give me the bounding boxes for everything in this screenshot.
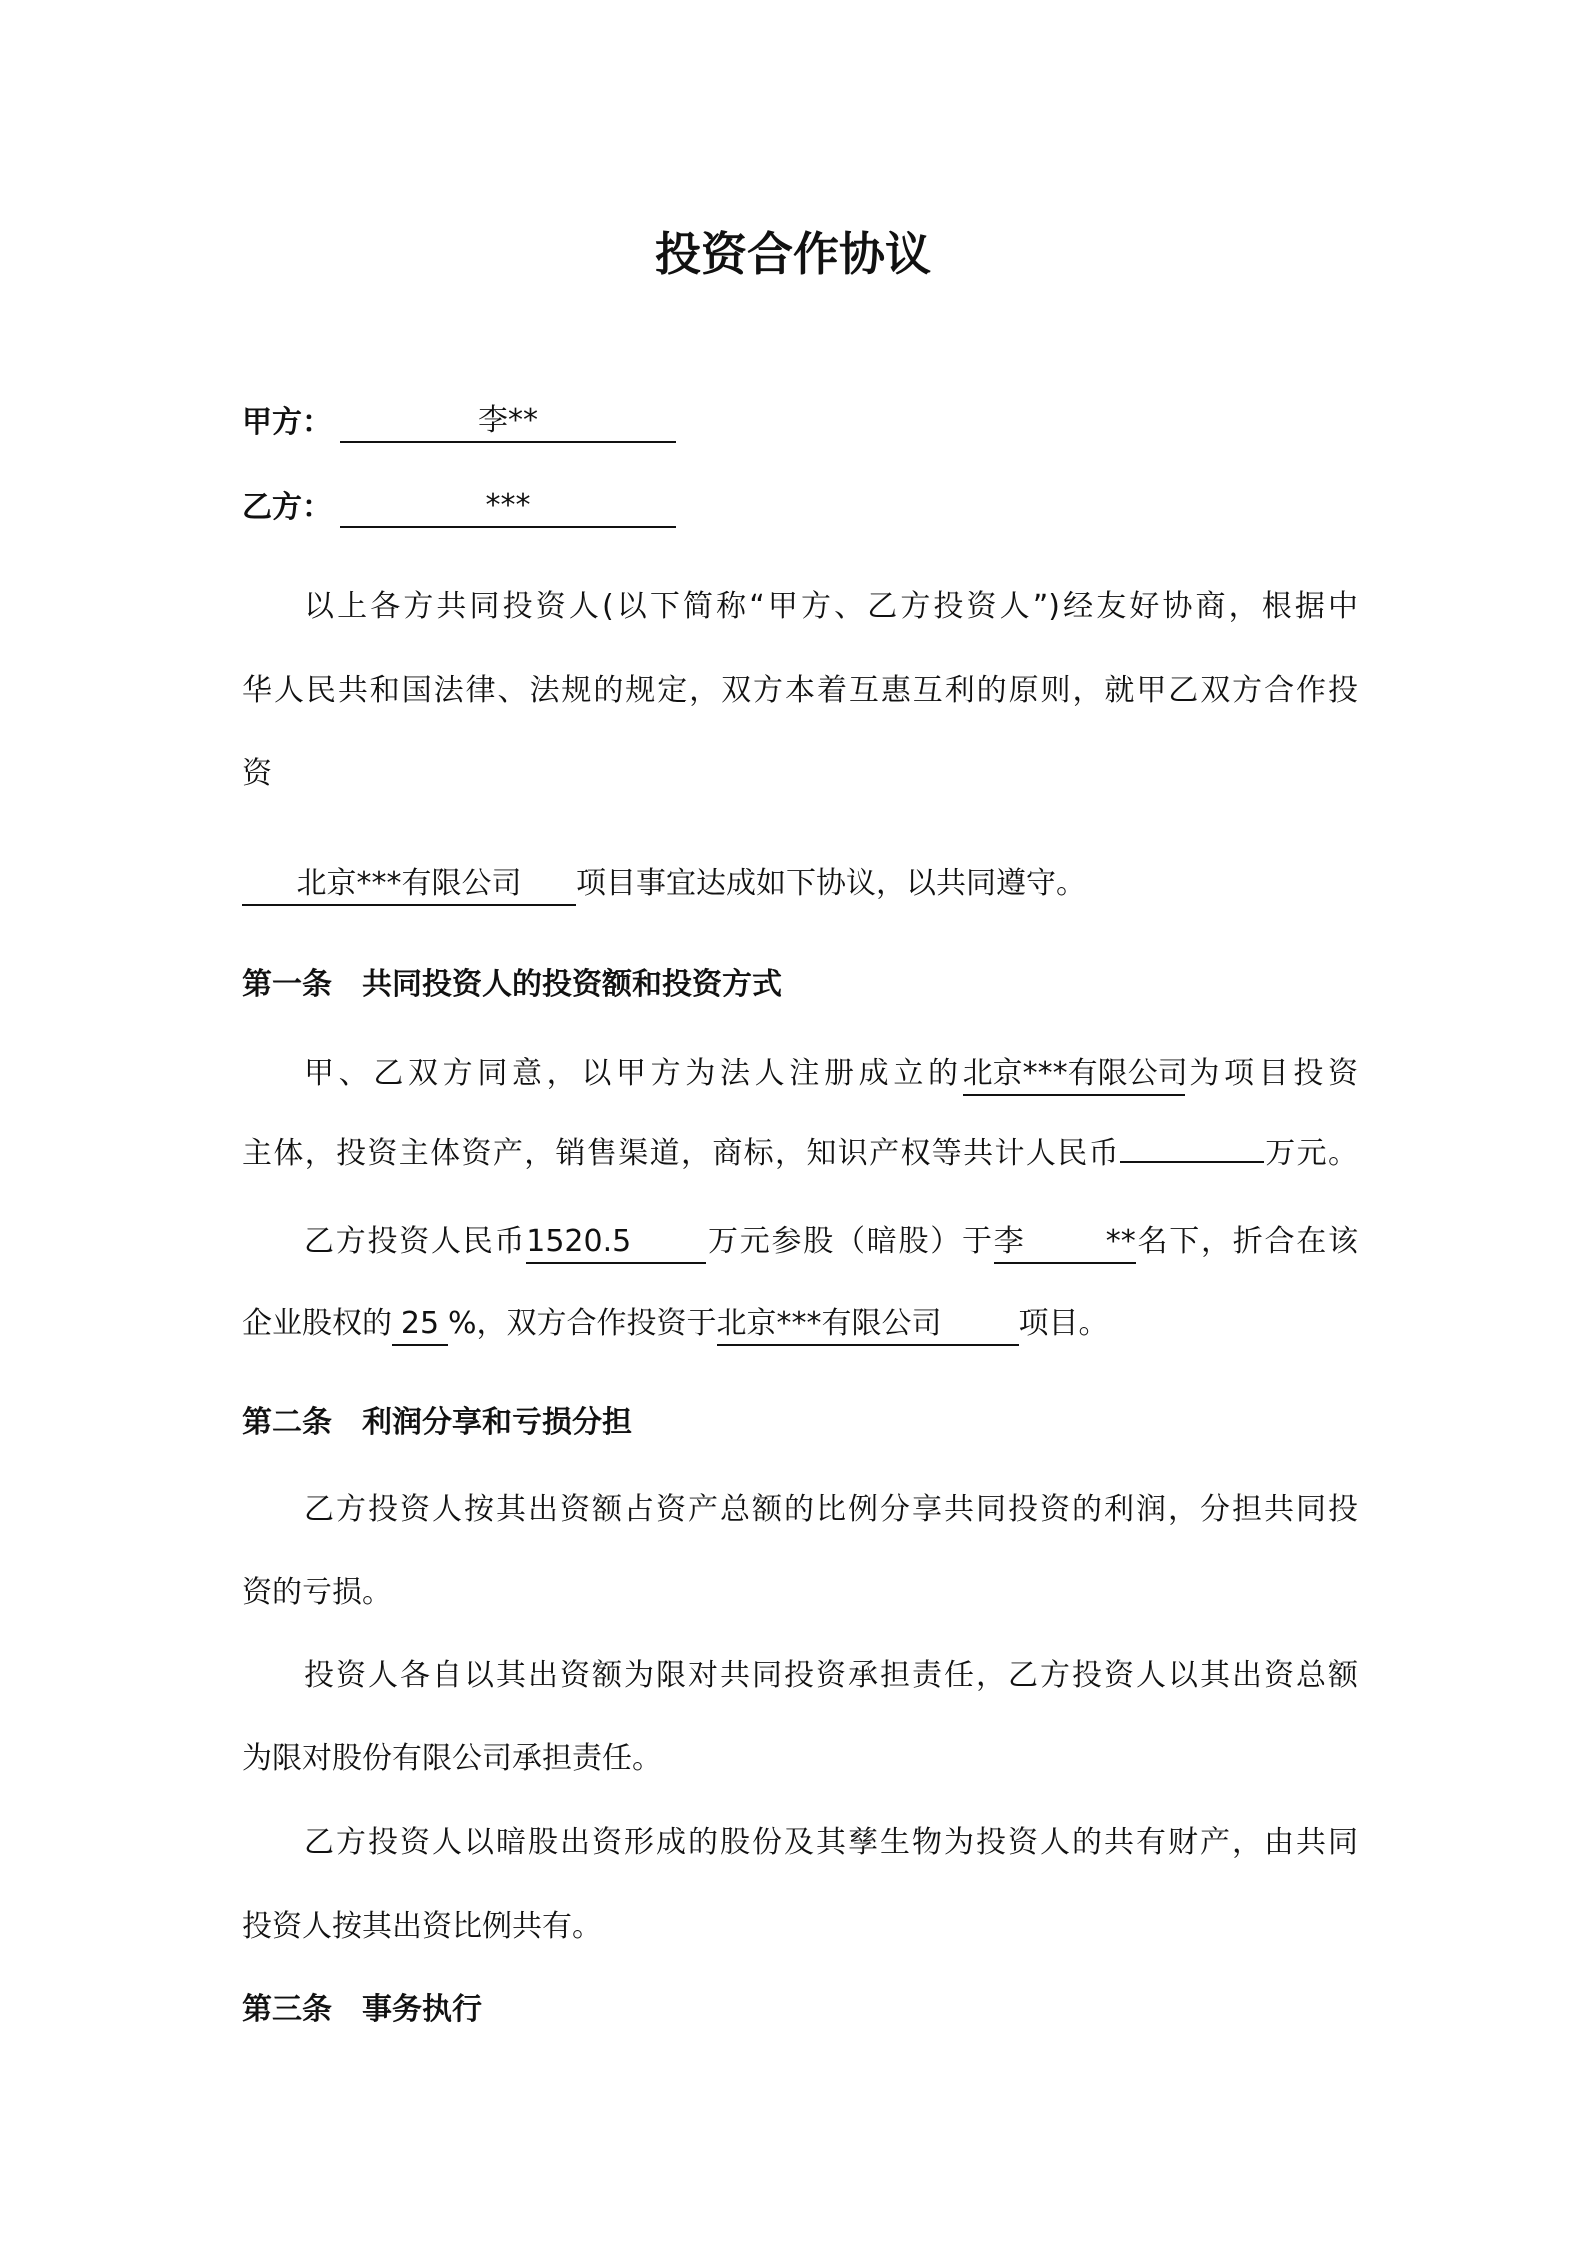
article-3-heading: 第三条 事务执行 [242,1992,482,2027]
text: 万元。 [1263,1136,1359,1171]
party-a [242,401,538,445]
article-2-line: 为限对股份有限公司承担责任。 [242,1741,662,1776]
text: 乙方投资人民币 [304,1224,527,1259]
article-2-line: 投资人按其出资比例共有。 [242,1909,602,1944]
article-2-line: 乙方投资人按其出资额占资产总额的比例分享共同投资的利润，分担共同投 [304,1492,1358,1527]
article-1-line [242,1220,1358,1264]
preamble-line: 资 [242,756,272,791]
document-title: 投资合作协议 [655,227,931,281]
article-1-line [242,1052,1358,1096]
text: 万元参股（暗股）于 [706,1224,994,1259]
text: 为项目投资 [1184,1056,1359,1091]
party-b [242,486,531,530]
text: 甲、乙双方同意，以甲方为法人注册成立的 [304,1056,963,1091]
preamble-line: 华人民共和国法律、法规的规定，双方本着互惠互利的原则，就甲乙双方合作投 [242,673,1358,708]
article-1-line [242,1302,1358,1346]
party-b-value: *** [340,486,676,528]
preamble-text: 项目事宜达成如下协议，以共同遵守。 [576,866,1086,901]
project-company-blank: 北京***有限公司 [717,1304,1019,1346]
equity-percent-blank: 25 [392,1304,448,1346]
article-2-line: 资的亏损。 [242,1575,392,1610]
party-b-label: 乙方： [242,490,332,525]
article-1-heading: 第一条 共同投资人的投资额和投资方式 [242,967,782,1002]
preamble-line: 以上各方共同投资人(以下简称“甲方、乙方投资人”)经友好协商，根据中 [304,589,1358,624]
nominee-name-blank: 李** [994,1222,1136,1264]
text: 企业股权的 [242,1306,392,1341]
article-2-line: 乙方投资人以暗股出资形成的股份及其孳生物为投资人的共有财产，由共同 [304,1825,1358,1860]
party-a-value: 李** [340,401,676,443]
party-a-label: 甲方： [242,405,332,440]
article-2-heading: 第二条 利润分享和亏损分担 [242,1405,632,1440]
text: %，双方合作投资于 [448,1306,717,1341]
text: 项目。 [1018,1306,1109,1341]
company-blank: 北京***有限公司 [963,1054,1185,1096]
investment-amount-blank: 1520.5 [526,1222,706,1264]
amount-blank [1120,1161,1264,1163]
text: 主体，投资主体资产，销售渠道，商标，知识产权等共计人民币 [242,1136,1120,1171]
article-1-line [242,1132,1358,1176]
preamble-project-line [242,862,1358,906]
text: 名下，折合在该 [1135,1224,1358,1259]
article-2-line: 投资人各自以其出资额为限对共同投资承担责任，乙方投资人以其出资总额 [304,1658,1358,1693]
project-company-blank: 北京***有限公司 [242,864,576,906]
